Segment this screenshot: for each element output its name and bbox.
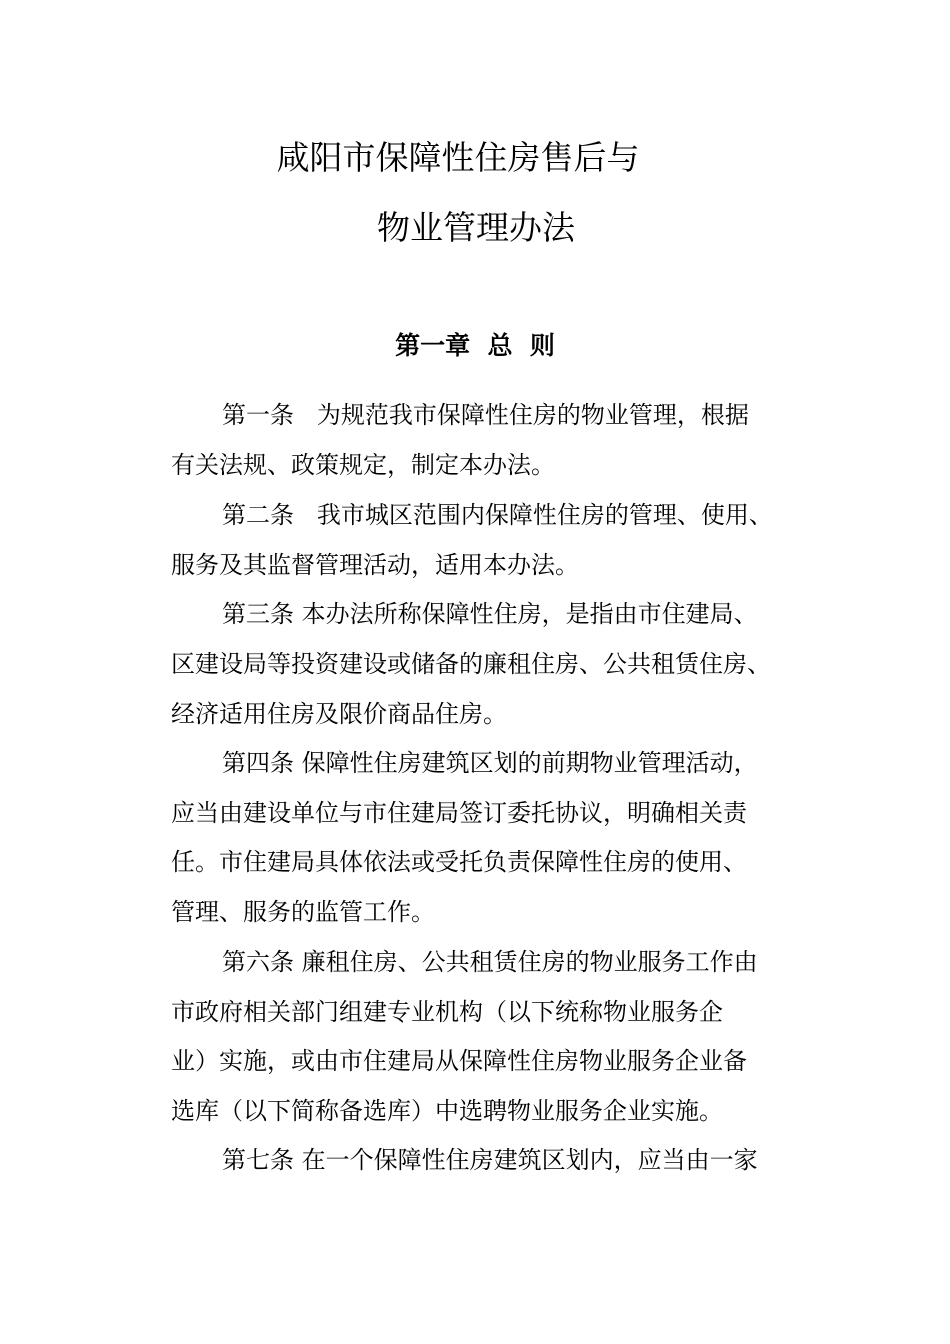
- article-2-line-1: 第二条 我市城区范围内保障性住房的管理、使用、: [222, 501, 773, 529]
- chapter-heading: 第一章 总 则: [395, 331, 555, 360]
- article-6-line-3: 业）实施，或由市住建局从保障性住房物业服务企业备: [171, 1047, 747, 1075]
- article-1-line-1: 第一条 为规范我市保障性住房的物业管理，根据: [222, 401, 749, 429]
- article-6-line-2: 市政府相关部门组建专业机构（以下统称物业服务企: [171, 998, 723, 1026]
- article-4-line-1: 第四条 保障性住房建筑区划的前期物业管理活动，: [222, 749, 758, 777]
- article-2-line-2: 服务及其监督管理活动，适用本办法。: [171, 551, 579, 579]
- article-1-line-2: 有关法规、政策规定，制定本办法。: [171, 451, 555, 479]
- article-4-line-4: 管理、服务的监管工作。: [171, 898, 435, 926]
- article-3-line-2: 区建设局等投资建设或储备的廉租住房、公共租赁住房、: [171, 650, 771, 678]
- article-6-line-1: 第六条 廉租住房、公共租赁住房的物业服务工作由: [222, 948, 758, 976]
- article-3-line-1: 第三条 本办法所称保障性住房，是指由市住建局、: [222, 600, 758, 628]
- article-4-line-3: 任。市住建局具体依法或受托负责保障性住房的使用、: [171, 848, 747, 876]
- document-title-line-2: 物业管理办法: [377, 208, 575, 247]
- article-3-line-3: 经济适用住房及限价商品住房。: [171, 700, 507, 728]
- article-7-line-1: 第七条 在一个保障性住房建筑区划内，应当由一家: [222, 1146, 758, 1174]
- article-4-line-2: 应当由建设单位与市住建局签订委托协议，明确相关责: [171, 799, 747, 827]
- article-6-line-4: 选库（以下简称备选库）中选聘物业服务企业实施。: [171, 1097, 723, 1125]
- document-title-line-1: 咸阳市保障性住房售后与: [276, 138, 640, 177]
